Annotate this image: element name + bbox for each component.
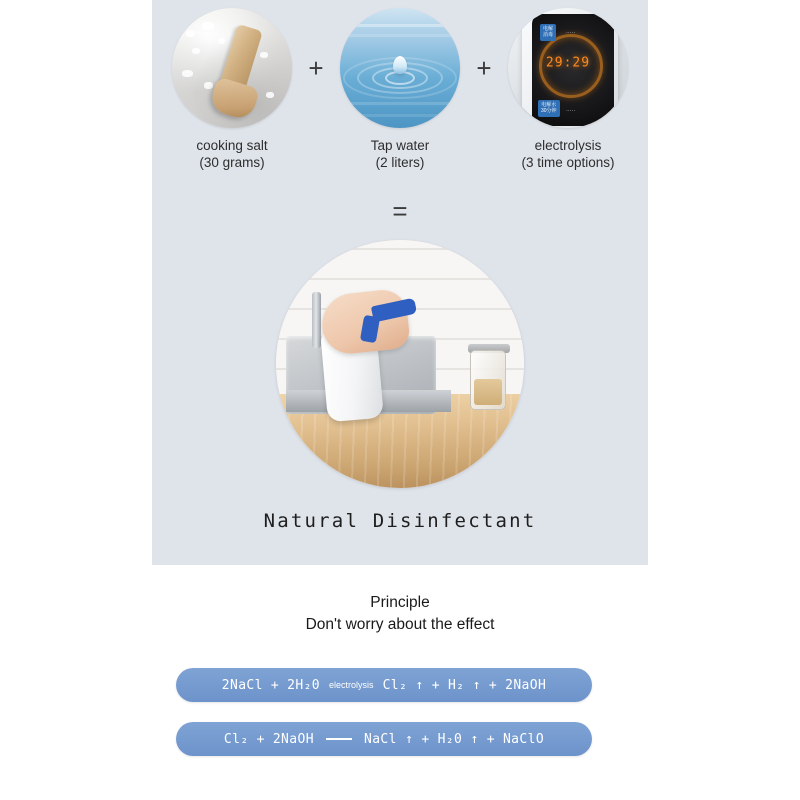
ingredient-caption bbox=[196, 138, 267, 172]
eq1-token-4: Cl₂ ↑ bbox=[382, 677, 424, 693]
principle-block bbox=[0, 592, 800, 637]
salt-scoop-icon bbox=[172, 8, 292, 128]
eq2-token-8: NaClO bbox=[502, 731, 545, 747]
equals-operator: = bbox=[392, 196, 408, 226]
result-caption: Natural Disinfectant bbox=[263, 510, 537, 532]
ingredient-label-line2: (2 liters) bbox=[375, 154, 425, 170]
ingredient-label-line2: (3 time options) bbox=[521, 154, 615, 170]
ingredient-label-line1: Tap water bbox=[370, 138, 430, 153]
ingredient-cooking-salt bbox=[166, 8, 298, 172]
eq1-token-2: 2H₂0 bbox=[287, 677, 321, 693]
ingredient-label-line1: cooking salt bbox=[196, 138, 268, 153]
ingredient-label-line2: (30 grams) bbox=[199, 154, 265, 170]
eq2-yields-dash bbox=[326, 738, 352, 740]
eq2-token-5: + bbox=[421, 731, 430, 747]
eq1-token-8: 2NaOH bbox=[505, 677, 547, 693]
ingredient-tap-water bbox=[334, 8, 466, 172]
eq1-token-1: + bbox=[270, 677, 280, 693]
eq2-token-4: NaCl ↑ bbox=[363, 731, 414, 747]
eq1-token-7: + bbox=[488, 677, 498, 693]
eq1-token-6: H₂ ↑ bbox=[447, 677, 481, 693]
eq1-token-0: 2NaCl bbox=[221, 677, 263, 693]
result-block bbox=[152, 240, 648, 532]
eq2-token-0: Cl₂ bbox=[223, 731, 249, 747]
electrolysis-machine-icon: 29:29 电解 消毒 电解水 30分钟 ····· ····· bbox=[508, 8, 628, 128]
machine-display-value: 29:29 bbox=[545, 55, 591, 71]
spray-bottle-kitchen-icon bbox=[276, 240, 524, 488]
ingredient-caption bbox=[371, 138, 430, 172]
principle-title: Principle bbox=[370, 594, 430, 611]
plus-operator-1: + bbox=[308, 52, 324, 83]
eq1-token-5: + bbox=[431, 677, 440, 693]
water-ripple-icon bbox=[340, 8, 460, 128]
ingredients-row bbox=[152, 8, 648, 198]
eq1-condition-label: electrolysis bbox=[329, 680, 374, 690]
plus-operator-2: + bbox=[476, 52, 492, 83]
eq2-token-1: + bbox=[256, 731, 265, 747]
ingredient-label-line1: electrolysis bbox=[534, 138, 602, 153]
equation-row-2 bbox=[176, 722, 592, 756]
eq2-token-2: 2NaOH bbox=[272, 731, 314, 747]
ingredient-caption bbox=[521, 138, 614, 172]
eq2-token-7: + bbox=[486, 731, 495, 747]
ingredients-panel bbox=[152, 0, 648, 565]
equation-row-1 bbox=[176, 668, 592, 702]
ingredient-electrolysis bbox=[502, 8, 634, 172]
eq2-token-6: H₂0 ↑ bbox=[437, 731, 479, 747]
principle-subtitle: Don't worry about the effect bbox=[305, 616, 495, 634]
